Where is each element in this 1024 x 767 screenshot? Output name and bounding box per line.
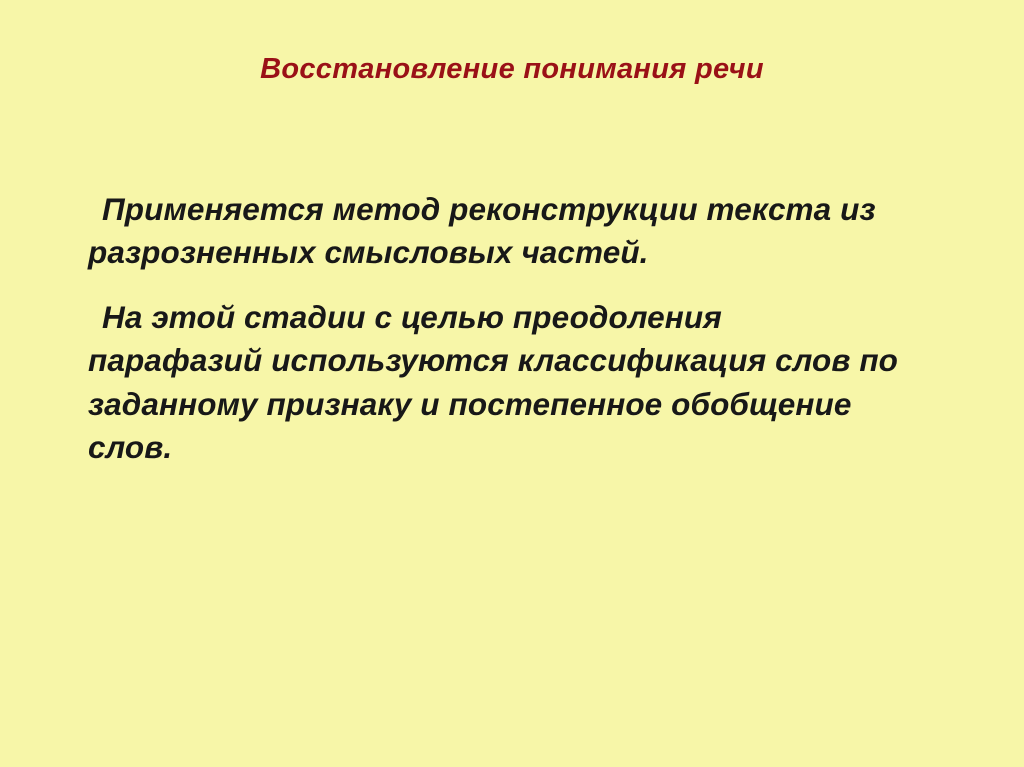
- slide-body: [88, 188, 968, 469]
- body-paragraph: На этой стадии с целью преодоления парафазий используются классификация слов по заданному признаку и постепенное обобщение слов.: [88, 299, 899, 465]
- page-title: Восстановление понимания речи: [260, 53, 764, 85]
- body-paragraph: Применяется метод реконструкции текста из разрозненных смысловых частей.: [88, 191, 876, 271]
